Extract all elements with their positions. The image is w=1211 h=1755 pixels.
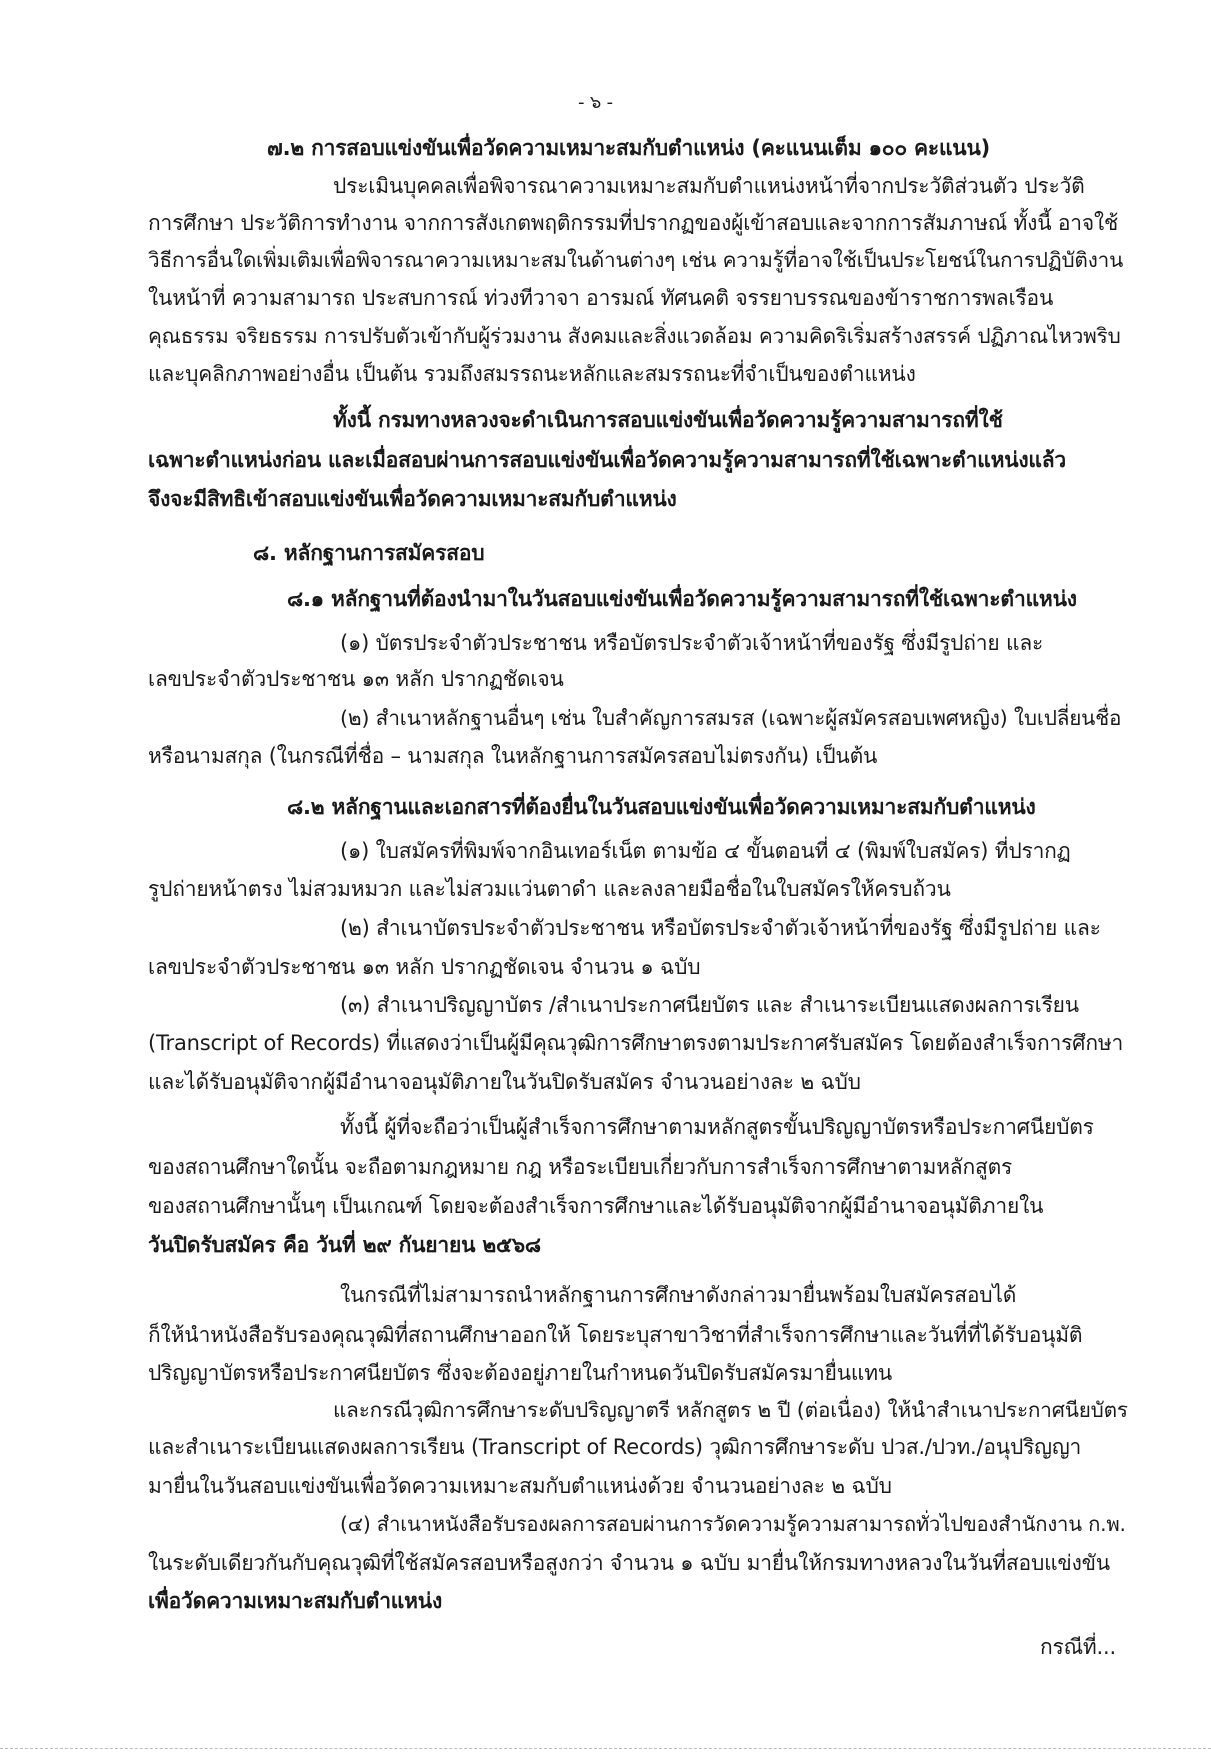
item-line: (Transcript of Records) ที่แสดงว่าเป็นผู้มีคุณวุฒิการศึกษาตรงตามประกาศรับสมัคร โดยต้องสำเร็จการศึกษา bbox=[148, 1031, 1124, 1055]
note-line: และสำเนาระเบียนแสดงผลการเรียน (Transcript of Records) วุฒิการศึกษาระดับ ปวส./ปวท./อนุปริญญา bbox=[148, 1435, 1082, 1459]
item-line: เลขประจำตัวประชาชน ๑๓ หลัก ปรากฏชัดเจน จำนวน ๑ ฉบับ bbox=[148, 955, 701, 979]
item-line: (๑) ใบสมัครที่พิมพ์จากอินเทอร์เน็ต ตามข้อ ๔ ขั้นตอนที่ ๔ (พิมพ์ใบสมัคร) ที่ปรากฏ bbox=[340, 839, 1071, 863]
note-line: เฉพาะตำแหน่งก่อน และเมื่อสอบผ่านการสอบแข่งขันเพื่อวัดความรู้ความสามารถที่ใช้เฉพาะตำแหน่งแล้ว bbox=[148, 448, 1067, 472]
item-line: เลขประจำตัวประชาชน ๑๓ หลัก ปรากฏชัดเจน bbox=[148, 667, 564, 691]
note-line: และกรณีวุฒิการศึกษาระดับปริญญาตรี หลักสูตร ๒ ปี (ต่อเนื่อง) ให้นำสำเนาประกาศนียบัตร bbox=[333, 1398, 1128, 1422]
item-line: (๔) สำเนาหนังสือรับรองผลการสอบผ่านการวัดความรู้ความสามารถทั่วไปของสำนักงาน ก.พ. bbox=[340, 1512, 1126, 1536]
item-line: ในระดับเดียวกันกับคุณวุฒิที่ใช้สมัครสอบหรือสูงกว่า จำนวน ๑ ฉบับ มายื่นให้กรมทางหลวงในวันที่สอบแข่งขัน bbox=[148, 1551, 1110, 1575]
item-line: (๒) สำเนาบัตรประจำตัวประชาชน หรือบัตรประจำตัวเจ้าหน้าที่ของรัฐ ซึ่งมีรูปถ่าย และ bbox=[340, 916, 1101, 940]
item-line: และได้รับอนุมัติจากผู้มีอำนาจอนุมัติภายในวันปิดรับสมัคร จำนวนอย่างละ ๒ ฉบับ bbox=[148, 1070, 861, 1094]
section-8-2-heading: ๘.๒ หลักฐานและเอกสารที่ต้องยื่นในวันสอบแข่งขันเพื่อวัดความเหมาะสมกับตำแหน่ง bbox=[287, 795, 1036, 819]
note-line: ทั้งนี้ ผู้ที่จะถือว่าเป็นผู้สำเร็จการศึกษาตามหลักสูตรขั้นปริญญาบัตรหรือประกาศนียบัตร bbox=[340, 1115, 1094, 1139]
paragraph-line: การศึกษา ประวัติการทำงาน จากการสังเกตพฤติกรรมที่ปรากฏของผู้เข้าสอบและจากการสัมภาษณ์ ทั้งนี้ อาจใช้ bbox=[148, 211, 1119, 235]
paragraph-line: ประเมินบุคคลเพื่อพิจารณาความเหมาะสมกับตำแหน่งหน้าที่จากประวัติส่วนตัว ประวัติ bbox=[333, 174, 1085, 198]
continuation-text: กรณีที่... bbox=[1040, 1635, 1116, 1659]
note-line: ในกรณีที่ไม่สามารถนำหลักฐานการศึกษาดังกล่าวมายื่นพร้อมใบสมัครสอบได้ bbox=[340, 1283, 1017, 1307]
closing-date-line: วันปิดรับสมัคร คือ วันที่ ๒๙ กันยายน ๒๕๖๘ bbox=[148, 1233, 541, 1257]
note-line: ของสถานศึกษานั้นๆ เป็นเกณฑ์ โดยจะต้องสำเร็จการศึกษาและได้รับอนุมัติจากผู้มีอำนาจอนุมัติภายใน bbox=[148, 1194, 1044, 1218]
paragraph-line: คุณธรรม จริยธรรม การปรับตัวเข้ากับผู้ร่วมงาน สังคมและสิ่งแวดล้อม ความคิดริเริ่มสร้างสรรค์ ปฏิภาณไหวพริบ bbox=[148, 324, 1121, 348]
note-line: ทั้งนี้ กรมทางหลวงจะดำเนินการสอบแข่งขันเพื่อวัดความรู้ความสามารถที่ใช้ bbox=[333, 408, 1003, 432]
note-line: ก็ให้นำหนังสือรับรองคุณวุฒิที่สถานศึกษาออกให้ โดยระบุสาขาวิชาที่สำเร็จการศึกษาและวันที่ที่ได้รับอนุมัติ bbox=[148, 1323, 1083, 1347]
item-line: (๑) บัตรประจำตัวประชาชน หรือบัตรประจำตัวเจ้าหน้าที่ของรัฐ ซึ่งมีรูปถ่าย และ bbox=[340, 631, 1044, 655]
item-line: เพื่อวัดความเหมาะสมกับตำแหน่ง bbox=[148, 1589, 442, 1613]
paragraph-line: และบุคลิกภาพอย่างอื่น เป็นต้น รวมถึงสมรรถนะหลักและสมรรถนะที่จำเป็นของตำแหน่ง bbox=[148, 362, 916, 386]
note-line: ปริญญาบัตรหรือประกาศนียบัตร ซึ่งจะต้องอยู่ภายในกำหนดวันปิดรับสมัครมายื่นแทน bbox=[148, 1361, 893, 1385]
page-number: - ๖ - bbox=[578, 92, 613, 113]
page-bottom-rule bbox=[0, 1748, 1211, 1749]
paragraph-line: วิธีการอื่นใดเพิ่มเติมเพื่อพิจารณาความเหมาะสมในด้านต่างๆ เช่น ความรู้ที่อาจใช้เป็นประโยชน์ในการปฏิบัติงาน bbox=[148, 248, 1124, 272]
section-8-1-heading: ๘.๑ หลักฐานที่ต้องนำมาในวันสอบแข่งขันเพื่อวัดความรู้ความสามารถที่ใช้เฉพาะตำแหน่ง bbox=[287, 587, 1077, 611]
note-line: จึงจะมีสิทธิเข้าสอบแข่งขันเพื่อวัดความเหมาะสมกับตำแหน่ง bbox=[148, 487, 677, 511]
item-line: รูปถ่ายหน้าตรง ไม่สวมหมวก และไม่สวมแว่นตาดำ และลงลายมือชื่อในใบสมัครให้ครบถ้วน bbox=[148, 877, 951, 901]
item-line: (๒) สำเนาหลักฐานอื่นๆ เช่น ใบสำคัญการสมรส (เฉพาะผู้สมัครสอบเพศหญิง) ใบเปลี่ยนชื่อ bbox=[340, 706, 1122, 730]
paragraph-line: ในหน้าที่ ความสามารถ ประสบการณ์ ท่วงทีวาจา อารมณ์ ทัศนคติ จรรยาบรรณของข้าราชการพลเรือน bbox=[148, 286, 1054, 310]
section-7-2-heading: ๗.๒ การสอบแข่งขันเพื่อวัดความเหมาะสมกับตำแหน่ง (คะแนนเต็ม ๑๐๐ คะแนน) bbox=[267, 136, 991, 160]
item-line: หรือนามสกุล (ในกรณีที่ชื่อ – นามสกุล ในหลักฐานการสมัครสอบไม่ตรงกัน) เป็นต้น bbox=[148, 744, 878, 768]
section-8-heading: ๘. หลักฐานการสมัครสอบ bbox=[253, 541, 485, 565]
note-line: ของสถานศึกษาใดนั้น จะถือตามกฎหมาย กฎ หรือระเบียบเกี่ยวกับการสำเร็จการศึกษาตามหลักสูตร bbox=[148, 1155, 1013, 1179]
note-line: มายื่นในวันสอบแข่งขันเพื่อวัดความเหมาะสมกับตำแหน่งด้วย จำนวนอย่างละ ๒ ฉบับ bbox=[148, 1474, 892, 1498]
item-line: (๓) สำเนาปริญญาบัตร /สำเนาประกาศนียบัตร และ สำเนาระเบียนแสดงผลการเรียน bbox=[340, 993, 1079, 1017]
